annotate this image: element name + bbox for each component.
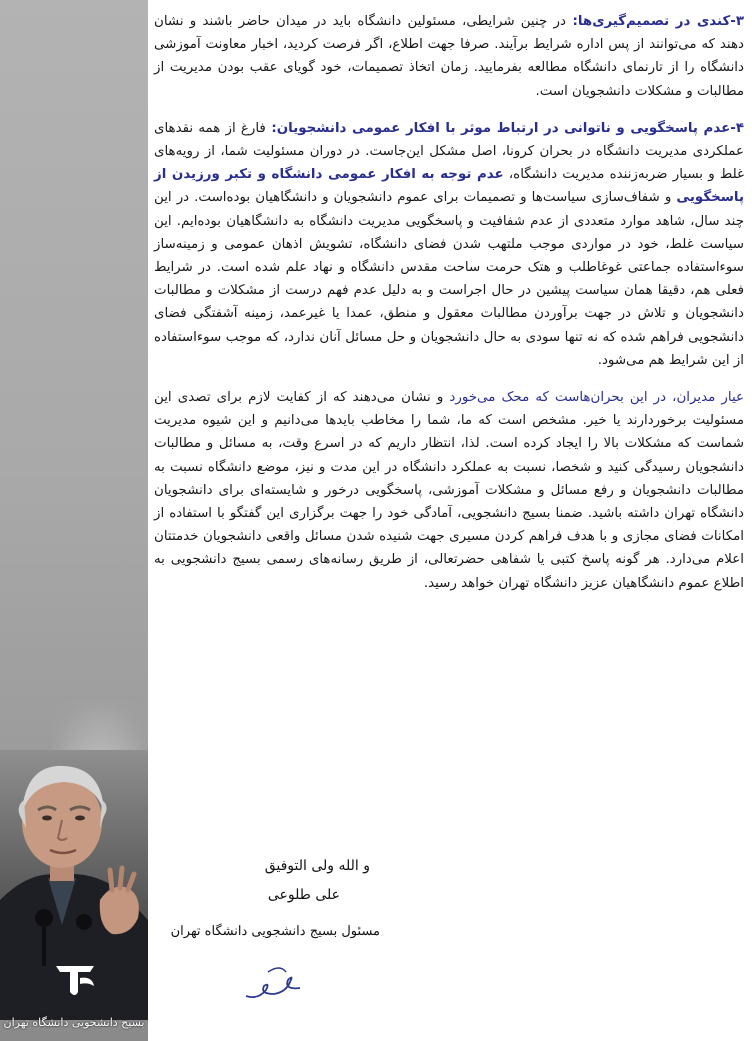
paragraph-4 (154, 117, 744, 372)
signer-name: علی طلوعی (267, 887, 340, 903)
closing-phrase: و الله ولی التوفیق (264, 858, 370, 874)
highlighted-phrase: عدم توجه به افکار عمومی دانشگاه و تکبر ورزیدن از پاسخگویی (154, 167, 744, 206)
paragraph-text: فارغ از همه نقدهای عملکردی مدیریت دانشگاه در بحران کرونا، اصل مشکل این‌جاست. در دوران مسئولیت شما، از رویه‌های غلط و بسیار ضربه‌زننده مدیریت دانشگاه، (154, 120, 744, 183)
paragraph-heading: ۳-کندی در تصمیم‌گیری‌ها: (565, 14, 744, 29)
handwritten-signature (240, 960, 310, 1010)
paragraph-text: و نشان می‌دهند که از کفایت لازم برای تصدی این مسئولیت برخوردارند یا خیر. مشخص است که ما، شما را مخاطب بایدها می‌دانیم و این شیوه مدیریت شماست که مشکلات بالا را ایجاد کرده است. لذا، انتظار داریم که در اسرع وقت، به مسائل و مطالبات دانشجویان رسیدگی کنید و شخصا، نسبت به عملکرد دانشگاه در این مدت و نیز، موضع دانشگاه نسبت به مطالبات دانشجویان و رفع مسائل و مشکلات آموزشی، پاسخگویی درخور و شایسته‌ای برای دانشجویان دانشگاه تهران داشته باشید. ضمنا بسیج دانشجویی، آمادگی خود را جهت برگزاری این گفتگو با استفاده از امکانات فضای مجازی و با هدف فراهم کردن مسیری جهت شنیده شدن مسائل واقعی دانشجویان خدمتتان اعلام می‌دارد. هر گونه پاسخ کتبی یا شفاهی حضرتعالی، از طریق رسانه‌های رسمی بسیج دانشجویی به اطلاع عموم دانشگاهیان عزیز دانشگاه تهران خواهد رسید. (154, 390, 744, 591)
signer-position: مسئول بسیج دانشجویی دانشگاه تهران (170, 924, 380, 939)
organization-caption: بسیج دانشجویی دانشگاه تهران (3, 1016, 145, 1029)
paragraph-3 (154, 10, 744, 103)
paragraph-text: و شفاف‌سازی سیاست‌ها و تصمیمات برای عموم دانشجویان و دانشگاهیان بوده‌است. در این چند سال، شاهد موارد متعددی از عدم شفافیت و پاسخگویی مدیریت دانشگاه به دانشگاهیان بوده‌ایم. این سیاست غلط، خود در مواردی موجب ملتهب شدن فضای دانشگاه، تشویش اذهان عمومی و زمینه‌ساز سوءاستفاده جماعتی غوغاطلب و هتک حرمت ساحت مقدس دانشگاه و نهاد علم شده است. در شرایط فعلی هم، دقیقا همان سیاست پیشین در حال اجراست و به دلیل عدم فهم درست از مشکلات و مطالبات دانشجویان و تلاش در جهت برآوردن مطالبات معقول و منطق، عمدا یا غیرعمد، زمینه آشفتگی فضای دانشجویی فراهم شده که نه تنها سودی به حال دانشجویان و حل مسائل آنان ندارد، که موجب سوءاستفاده از این شرایط هم می‌شود. (154, 190, 744, 368)
paragraph-text: در چنین شرایطی، مسئولین دانشگاه باید در میدان حاضر باشند و نشان دهند که می‌توانند از پس اداره شرایط برآیند. صرفا جهت اطلاع، اگر فرصت کردید، اخبار معاونت آموزشی دانشگاه را از تارنمای دانشگاه مطالعه بفرمایید. زمان اتخاذ تصمیمات، خود گویای عقب بودن مدیریت از مطالبات و مشکلات دانشجویان است. (154, 14, 744, 99)
paragraph-heading: ۴-عدم پاسخگویی و ناتوانی در ارتباط موثر با افکار عمومی دانشجویان: (265, 120, 744, 136)
paragraph-closing (154, 386, 744, 595)
highlighted-phrase: عیار مدیران، در این بحران‌هاست که محک می‌خورد (449, 390, 744, 406)
signature-block (170, 840, 380, 1020)
organization-logo (52, 962, 98, 1000)
side-strip (0, 0, 148, 1041)
